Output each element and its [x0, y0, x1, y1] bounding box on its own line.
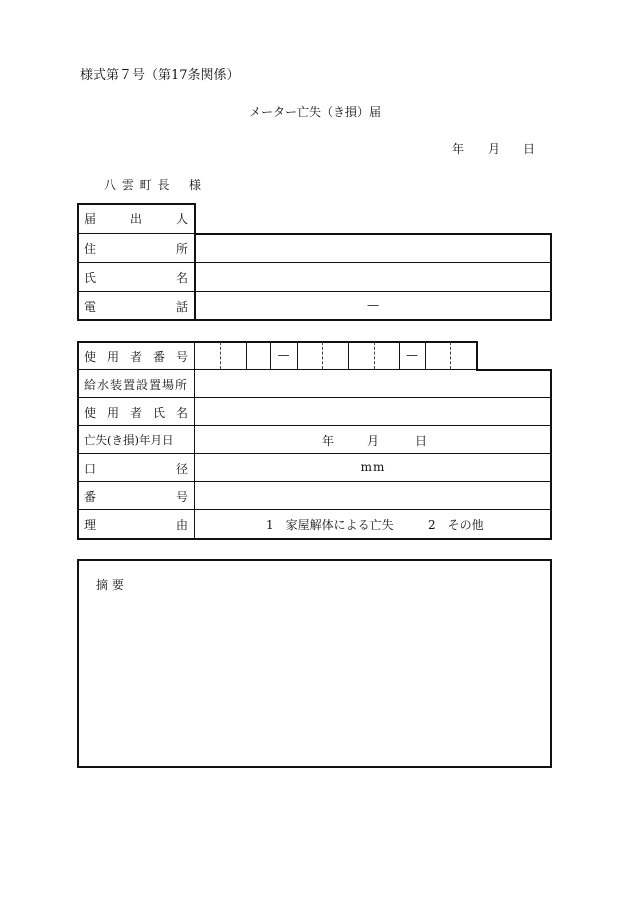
- remarks-box[interactable]: [77, 559, 552, 768]
- reason-option-other[interactable]: 2 その他: [428, 518, 484, 532]
- reason-label: 理 由: [84, 518, 188, 532]
- phone-field[interactable]: —: [367, 298, 379, 312]
- user-number-separator: —: [406, 348, 418, 362]
- name-label: 氏 名: [84, 271, 188, 285]
- install-location-label: 給水装置設置場所: [84, 378, 189, 392]
- loss-date-year: 年: [322, 434, 335, 448]
- meter-number-label: 番 号: [84, 490, 188, 504]
- user-number-field[interactable]: [195, 342, 476, 369]
- phone-label: 電 話: [84, 300, 188, 314]
- user-number-separator: —: [277, 348, 290, 362]
- loss-date-month: 月: [367, 434, 380, 448]
- addressee-honorific: 様: [189, 178, 202, 192]
- user-number-label: 使 用 者 番 号: [84, 350, 188, 364]
- date-year-label: 年: [452, 142, 465, 156]
- diameter-field[interactable]: mm: [360, 460, 386, 474]
- address-label: 住 所: [84, 242, 188, 256]
- loss-date-day: 日: [415, 434, 428, 448]
- reason-option-demolition[interactable]: 1 家屋解体による亡失: [266, 518, 394, 532]
- date-month-label: 月: [488, 142, 501, 156]
- user-name-label: 使 用 者 氏 名: [84, 406, 188, 420]
- diameter-label: 口 径: [84, 462, 188, 476]
- applicant-header-label: 届 出 人: [84, 212, 188, 226]
- form-title: メーター亡失（き損）届: [248, 105, 381, 119]
- form-number: 様式第７号（第17条関係）: [80, 68, 240, 83]
- date-day-label: 日: [523, 142, 536, 156]
- addressee-office: 八 雲 町 長: [104, 178, 171, 192]
- loss-date-label: 亡失(き損)年月日: [84, 433, 174, 447]
- remarks-label: 摘 要: [96, 578, 124, 592]
- loss-date-field[interactable]: [195, 426, 550, 453]
